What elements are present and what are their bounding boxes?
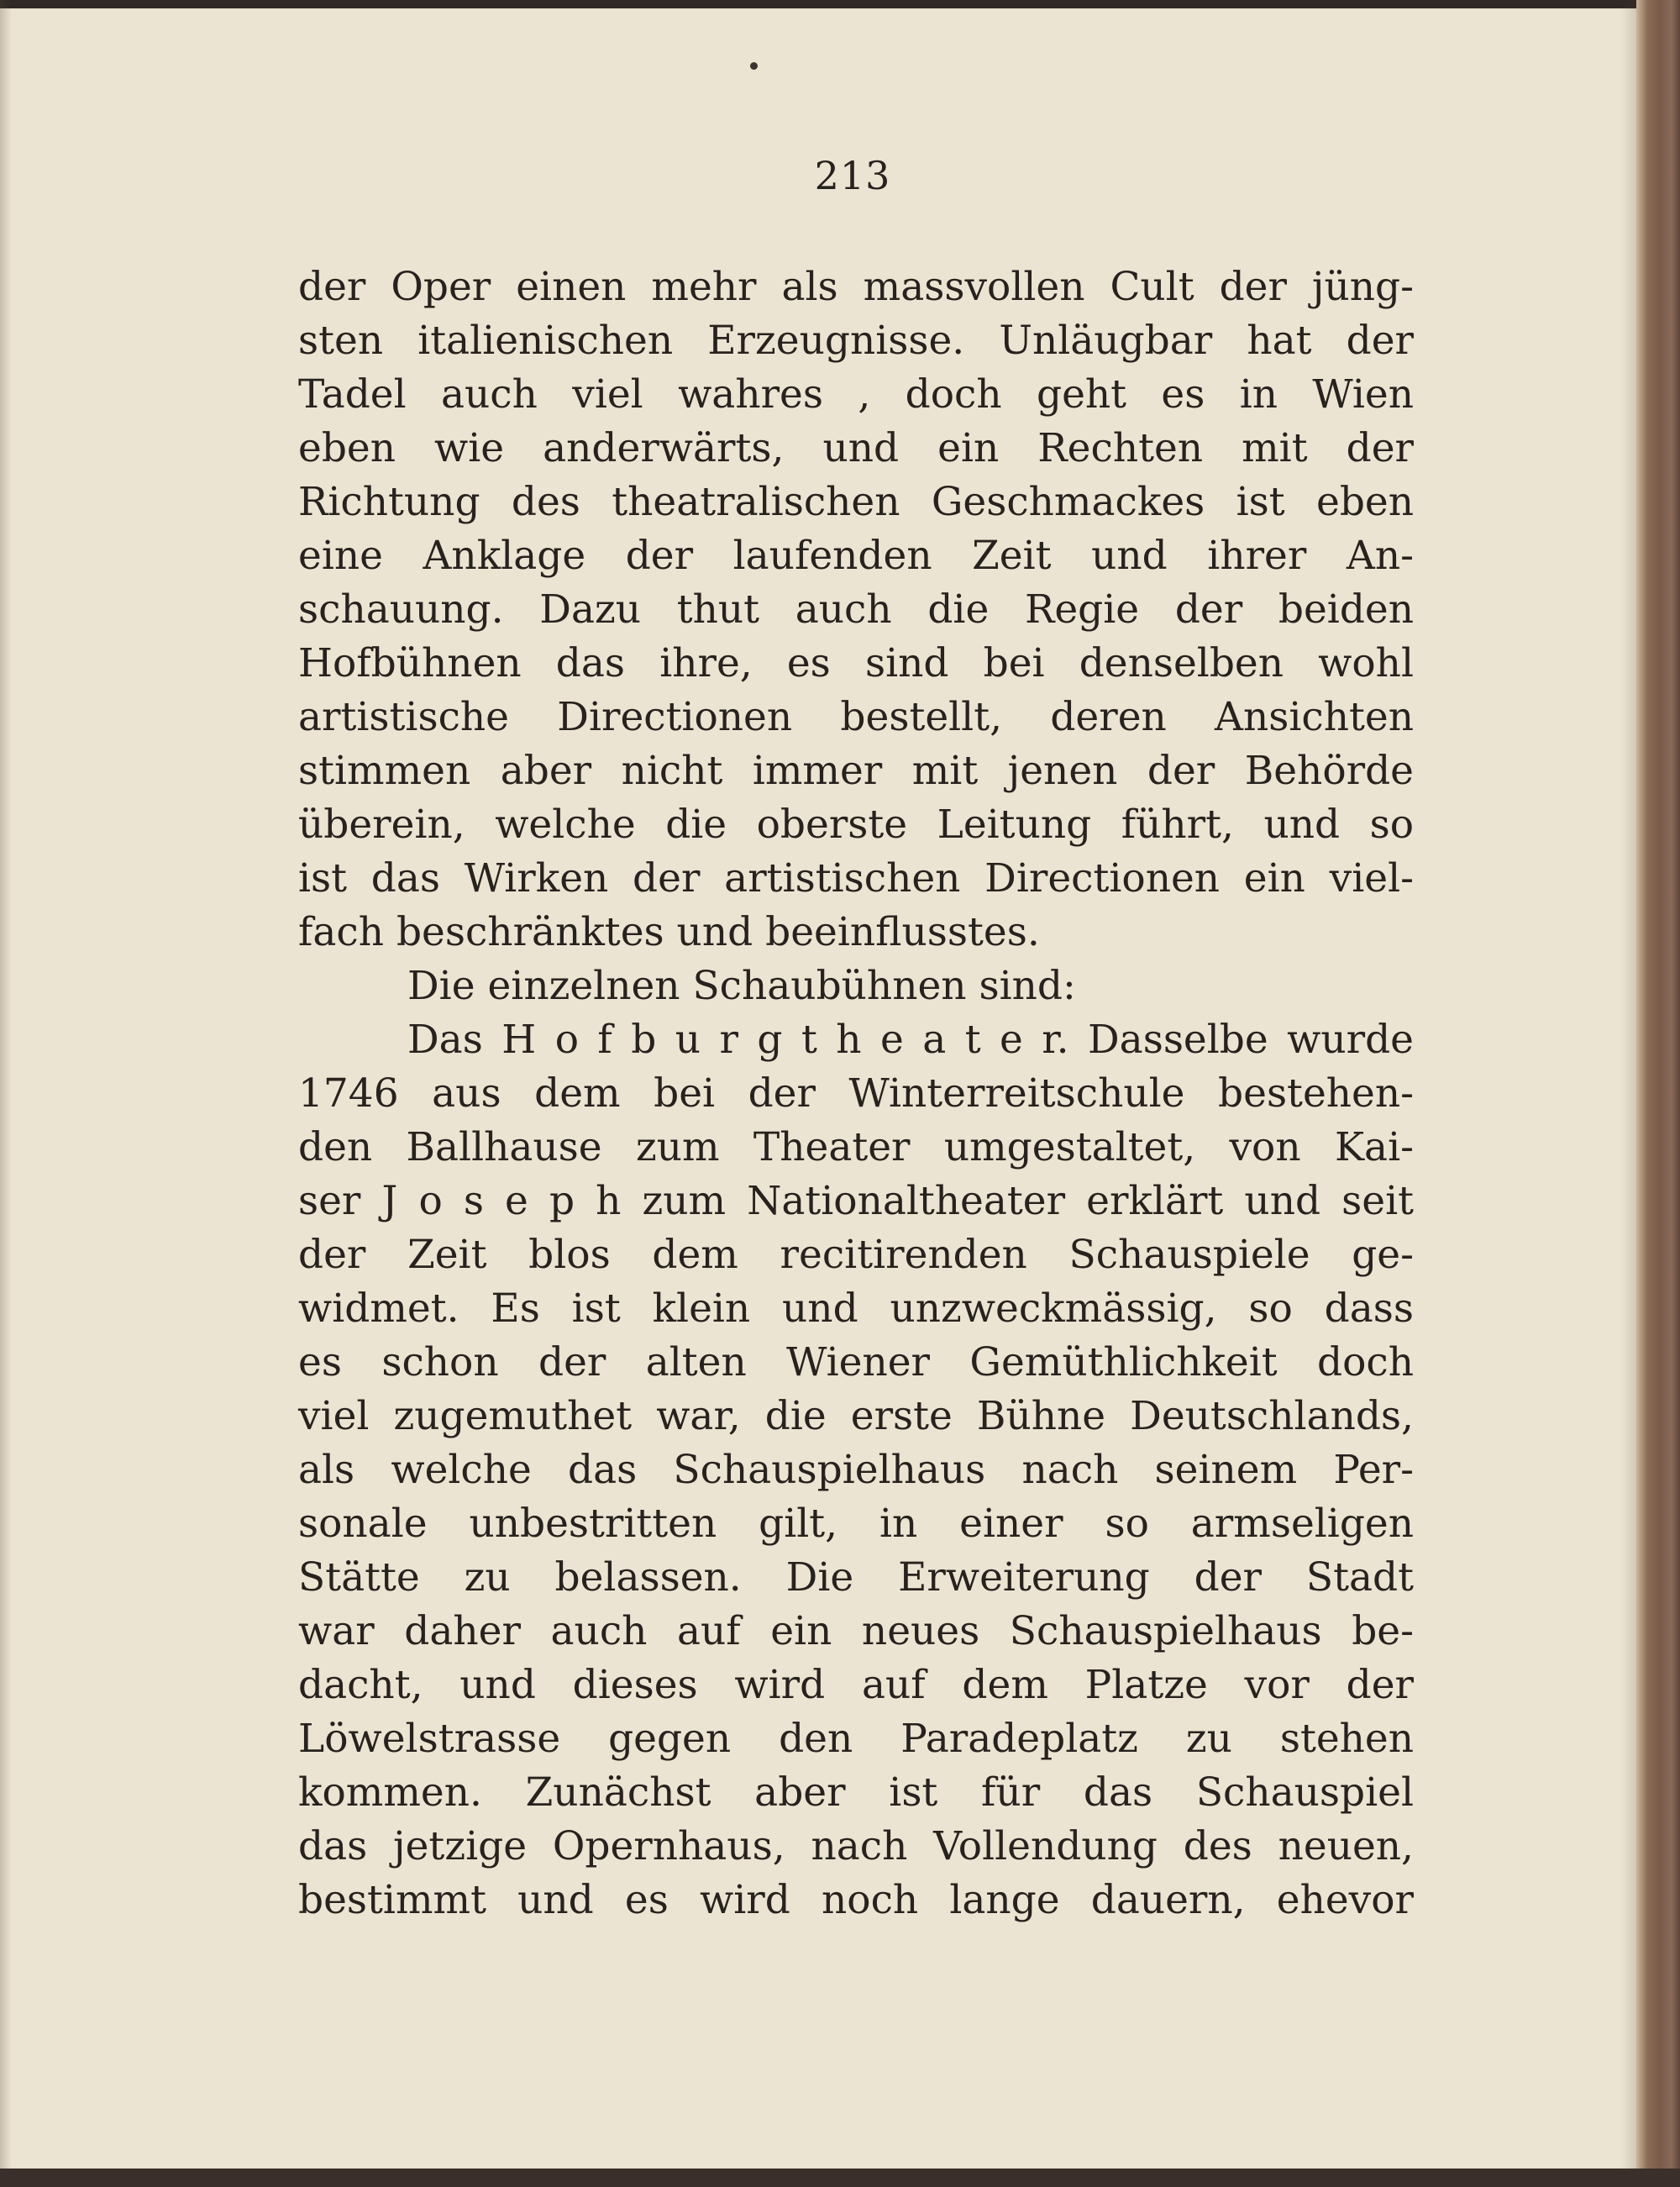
text-line: viel zugemuthet war, die erste Bühne Deutschlands, <box>298 1393 1414 1439</box>
text-line: bestimmt und es wird noch lange dauern, ehevor <box>298 1877 1414 1923</box>
text-line: war daher auch auf ein neues Schauspielhaus be- <box>298 1608 1414 1654</box>
text-line: den Ballhause zum Theater umgestaltet, von Kai- <box>298 1124 1414 1170</box>
text-line: es schon der alten Wiener Gemüthlichkeit doch <box>298 1339 1414 1385</box>
text-line: sten italienischen Erzeugnisse. Unläugbar hat der <box>298 318 1414 364</box>
text-line: sonale unbestritten gilt, in einer so armseligen <box>298 1501 1414 1547</box>
text-line: widmet. Es ist klein und unzweckmässig, so dass <box>298 1285 1414 1332</box>
text-line: eben wie anderwärts, und ein Rechten mit der <box>298 425 1414 471</box>
text-line: dacht, und dieses wird auf dem Platze vor der <box>298 1662 1414 1708</box>
text-line: das jetzige Opernhaus, nach Vollendung des neuen, <box>298 1823 1414 1869</box>
text-line: schauung. Dazu thut auch die Regie der beiden <box>298 586 1414 633</box>
page-number: 213 <box>814 153 891 198</box>
text-line: der Oper einen mehr als massvollen Cult der jüng- <box>298 264 1414 310</box>
text-line: überein, welche die oberste Leitung führt, und so <box>298 802 1414 848</box>
text-line: fach beschränktes und beeinflusstes. <box>298 909 1040 955</box>
body-text <box>298 260 1414 1927</box>
text-line: Das H o f b u r g t h e a t e r. Dasselbe wurde <box>407 1017 1414 1063</box>
text-line: 1746 aus dem bei der Winterreitschule bestehen- <box>298 1070 1414 1117</box>
text-line: kommen. Zunächst aber ist für das Schauspiel <box>298 1769 1414 1816</box>
text-line: Stätte zu belassen. Die Erweiterung der Stadt <box>298 1554 1414 1601</box>
text-line: Hofbühnen das ihre, es sind bei denselben wohl <box>298 640 1414 686</box>
text-line: der Zeit blos dem recitirenden Schauspiele ge- <box>298 1232 1414 1278</box>
text-line: eine Anklage der laufenden Zeit und ihrer An- <box>298 533 1414 579</box>
page-bottom-edge <box>0 2169 1680 2187</box>
page-left-shadow <box>0 0 12 2187</box>
text-line: artistische Directionen bestellt, deren Ansichten <box>298 694 1414 740</box>
book-edge <box>1636 0 1680 2187</box>
text-line: ist das Wirken der artistischen Directionen ein viel- <box>298 855 1414 902</box>
text-line: als welche das Schauspielhaus nach seinem Per- <box>298 1447 1414 1493</box>
text-line: stimmen aber nicht immer mit jenen der Behörde <box>298 748 1414 794</box>
page-top-edge <box>0 0 1680 8</box>
text-line: Löwelstrasse gegen den Paradeplatz zu stehen <box>298 1716 1414 1762</box>
text-line: Tadel auch viel wahres , doch geht es in Wien <box>298 371 1414 418</box>
text-line: Die einzelnen Schaubühnen sind: <box>407 963 1076 1009</box>
page-right-shadow <box>1621 0 1636 2187</box>
text-line: Richtung des theatralischen Geschmackes ist eben <box>298 479 1414 525</box>
text-line: ser J o s e p h zum Nationaltheater erklärt und seit <box>298 1178 1414 1224</box>
ink-mark <box>750 62 758 70</box>
